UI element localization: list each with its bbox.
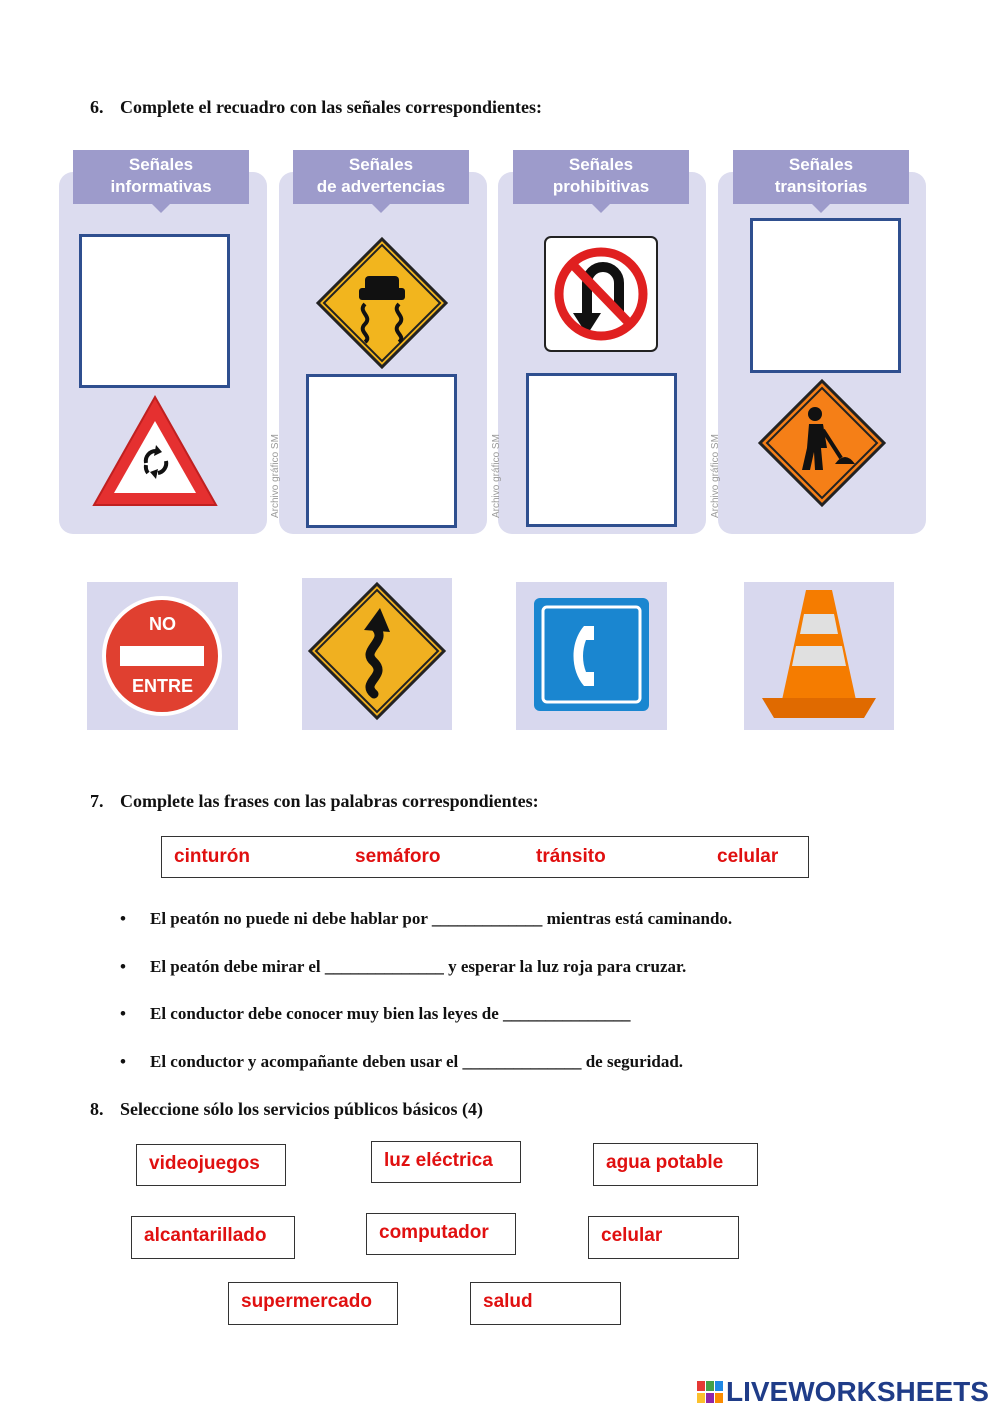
question-7-title: 7. Complete las frases con las palabras correspondientes:	[90, 791, 539, 811]
drop-box-prohibitivas[interactable]	[526, 373, 677, 527]
draggable-sign-no-entry[interactable]	[87, 582, 238, 730]
sentence-item: • El peatón no puede ni debe hablar por _____________ mientras está caminando.	[120, 909, 733, 928]
slippery-road-sign-icon	[315, 236, 449, 370]
question-8-title: 8. Seleccione sólo los servicios públicos básicos (4)	[90, 1099, 483, 1119]
category-tab-informativas: Señales informativas	[73, 150, 249, 204]
winding-road-sign-icon	[302, 578, 452, 730]
drop-box-advertencias[interactable]	[306, 374, 457, 528]
option-box[interactable]: alcantarillado	[131, 1216, 295, 1259]
sentence-item: • El conductor debe conocer muy bien las leyes de _______________	[120, 1004, 631, 1023]
draggable-sign-telephone[interactable]	[516, 582, 667, 730]
drop-box-informativas[interactable]	[79, 234, 230, 388]
draggable-sign-winding-road[interactable]	[302, 578, 452, 730]
category-tab-advertencias: Señales de advertencias	[293, 150, 469, 204]
no-entry-bottom-text: ENTRE	[131, 676, 193, 696]
question-6-title: 6. Complete el recuadro con las señales correspondientes:	[90, 97, 542, 117]
no-entry-top-text: NO	[149, 614, 176, 634]
image-credit: Archivo gráfico SM	[491, 434, 502, 518]
category-tab-prohibitivas: Señales prohibitivas	[513, 150, 689, 204]
sentence-item: • El conductor y acompañante deben usar el ______________ de seguridad.	[120, 1052, 684, 1071]
draggable-sign-traffic-cone[interactable]	[744, 582, 894, 730]
no-u-turn-sign-icon	[543, 235, 659, 353]
liveworksheets-logo-icon	[697, 1381, 723, 1403]
word-chip[interactable]: cinturón	[174, 846, 250, 867]
image-credit: Archivo gráfico SM	[710, 434, 721, 518]
liveworksheets-brand: LIVEWORKSHEETS	[726, 1376, 989, 1407]
image-credit: Archivo gráfico SM	[270, 434, 281, 518]
option-box[interactable]: celular	[588, 1216, 739, 1259]
option-box[interactable]: agua potable	[593, 1143, 758, 1186]
sentence-item: • El peatón debe mirar el ______________ y esperar la luz roja para cruzar.	[120, 957, 687, 976]
option-box[interactable]: salud	[470, 1282, 621, 1325]
drop-box-transitorias[interactable]	[750, 218, 901, 373]
roundabout-sign-icon	[90, 393, 220, 511]
category-tab-transitorias: Señales transitorias	[733, 150, 909, 204]
word-chip[interactable]: tránsito	[536, 846, 606, 867]
word-chip[interactable]: celular	[717, 846, 779, 867]
no-entry-sign-icon	[87, 582, 238, 730]
option-box[interactable]: videojuegos	[136, 1144, 286, 1186]
word-bank	[161, 836, 809, 878]
word-chip[interactable]: semáforo	[355, 846, 441, 867]
telephone-sign-icon	[516, 582, 667, 730]
option-box[interactable]: computador	[366, 1213, 516, 1255]
option-box[interactable]: luz eléctrica	[371, 1141, 521, 1183]
option-box[interactable]: supermercado	[228, 1282, 398, 1325]
road-works-sign-icon	[757, 378, 887, 508]
traffic-cone-icon	[744, 582, 894, 730]
